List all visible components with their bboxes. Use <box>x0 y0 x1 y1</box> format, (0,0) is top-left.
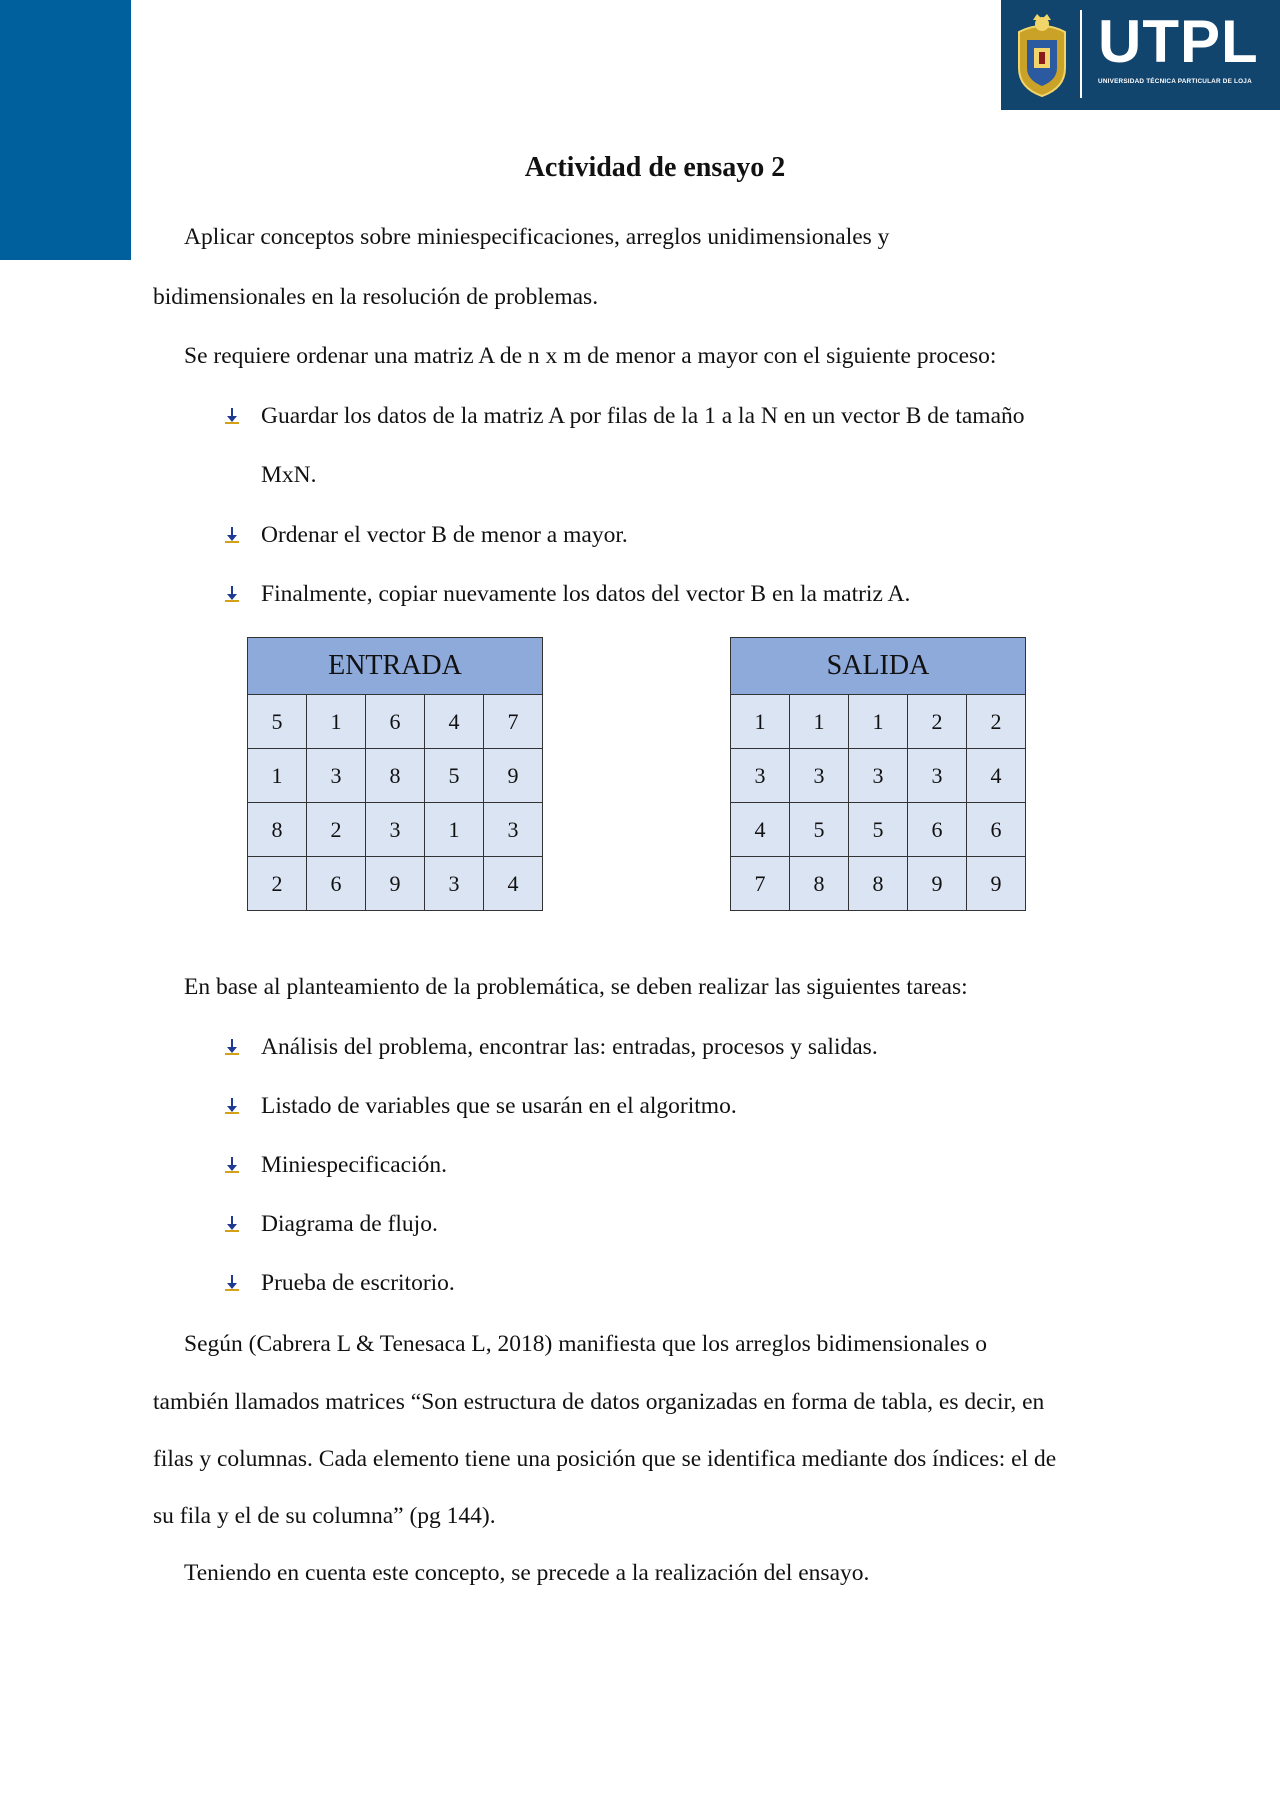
closing-text: Teniendo en cuenta este concepto, se precede a la realización del ensayo. <box>184 1560 870 1586</box>
task-item-1: Análisis del problema, encontrar las: entradas, procesos y salidas. <box>261 1034 878 1060</box>
salida-table <box>730 637 1026 911</box>
arrow-bullet-icon <box>222 1214 242 1234</box>
university-seal-icon <box>1011 10 1073 100</box>
quote-line-4: su fila y el de su columna” (pg 144). <box>153 1503 496 1529</box>
table-cell: 8 <box>849 857 908 911</box>
side-accent-bar <box>0 0 131 260</box>
table-cell: 2 <box>967 695 1026 749</box>
table-cell: 7 <box>731 857 790 911</box>
table-cell: 9 <box>366 857 425 911</box>
table-cell: 3 <box>484 803 543 857</box>
table-cell: 3 <box>849 749 908 803</box>
table-row <box>248 857 543 911</box>
table-cell: 8 <box>366 749 425 803</box>
arrow-bullet-icon <box>222 525 242 545</box>
task-item-3: Miniespecificación. <box>261 1152 447 1178</box>
table-cell: 9 <box>967 857 1026 911</box>
table-cell: 1 <box>849 695 908 749</box>
quote-line-3: filas y columnas. Cada elemento tiene una posición que se identifica mediante dos índices: el de <box>153 1446 1057 1472</box>
table-row <box>731 803 1026 857</box>
table-cell: 2 <box>908 695 967 749</box>
table-cell: 3 <box>425 857 484 911</box>
table-cell: 1 <box>790 695 849 749</box>
logo-wordmark: UTPL <box>1098 8 1259 75</box>
table-cell: 4 <box>967 749 1026 803</box>
table-cell: 6 <box>307 857 366 911</box>
table-cell: 8 <box>790 857 849 911</box>
table-cell: 6 <box>908 803 967 857</box>
process-step-3: Finalmente, copiar nuevamente los datos del vector B en la matriz A. <box>261 581 911 607</box>
table-row <box>248 803 543 857</box>
table-cell: 9 <box>908 857 967 911</box>
table-cell: 6 <box>967 803 1026 857</box>
process-step-1-line-2: MxN. <box>261 462 317 488</box>
process-step-1-line-1: Guardar los datos de la matriz A por filas de la 1 a la N en un vector B de tamaño <box>261 403 1025 429</box>
table-cell: 3 <box>731 749 790 803</box>
table-row <box>731 695 1026 749</box>
process-step-2: Ordenar el vector B de menor a mayor. <box>261 522 628 548</box>
table-cell: 3 <box>908 749 967 803</box>
arrow-bullet-icon <box>222 1155 242 1175</box>
table-cell: 1 <box>425 803 484 857</box>
arrow-bullet-icon <box>222 1273 242 1293</box>
table-cell: 3 <box>366 803 425 857</box>
table-cell: 5 <box>849 803 908 857</box>
tasks-intro: En base al planteamiento de la problemática, se deben realizar las siguientes tareas: <box>184 974 968 1000</box>
arrow-bullet-icon <box>222 1037 242 1057</box>
table-row <box>731 857 1026 911</box>
intro-line-1: Aplicar conceptos sobre miniespecificaciones, arreglos unidimensionales y <box>184 224 890 250</box>
table-cell: 4 <box>484 857 543 911</box>
table-cell: 3 <box>790 749 849 803</box>
logo-divider <box>1080 10 1082 98</box>
quote-line-1: Según (Cabrera L & Tenesaca L, 2018) manifiesta que los arreglos bidimensionales o <box>184 1331 987 1357</box>
arrow-bullet-icon <box>222 1096 242 1116</box>
entrada-header: ENTRADA <box>248 638 543 695</box>
arrow-bullet-icon <box>222 406 242 426</box>
arrow-bullet-icon <box>222 584 242 604</box>
requirement-text: Se requiere ordenar una matriz A de n x m de menor a mayor con el siguiente proceso: <box>184 343 997 369</box>
table-row <box>248 749 543 803</box>
table-cell: 9 <box>484 749 543 803</box>
quote-line-2: también llamados matrices “Son estructura de datos organizadas en forma de tabla, es decir, en <box>153 1389 1045 1415</box>
intro-line-2: bidimensionales en la resolución de problemas. <box>153 284 599 310</box>
utpl-logo <box>1001 0 1280 110</box>
table-cell: 5 <box>425 749 484 803</box>
task-item-5: Prueba de escritorio. <box>261 1270 455 1296</box>
table-cell: 3 <box>307 749 366 803</box>
table-cell: 6 <box>366 695 425 749</box>
table-cell: 2 <box>248 857 307 911</box>
table-cell: 1 <box>731 695 790 749</box>
table-row <box>248 695 543 749</box>
table-cell: 1 <box>248 749 307 803</box>
table-row <box>731 749 1026 803</box>
table-cell: 4 <box>731 803 790 857</box>
salida-header: SALIDA <box>731 638 1026 695</box>
table-cell: 5 <box>790 803 849 857</box>
table-cell: 7 <box>484 695 543 749</box>
task-item-2: Listado de variables que se usarán en el algoritmo. <box>261 1093 737 1119</box>
task-item-4: Diagrama de flujo. <box>261 1211 438 1237</box>
table-cell: 4 <box>425 695 484 749</box>
document-title: Actividad de ensayo 2 <box>524 152 786 183</box>
table-cell: 5 <box>248 695 307 749</box>
entrada-table <box>247 637 543 911</box>
logo-subtitle: UNIVERSIDAD TÉCNICA PARTICULAR DE LOJA <box>1098 78 1252 85</box>
table-cell: 1 <box>307 695 366 749</box>
table-cell: 2 <box>307 803 366 857</box>
table-cell: 8 <box>248 803 307 857</box>
